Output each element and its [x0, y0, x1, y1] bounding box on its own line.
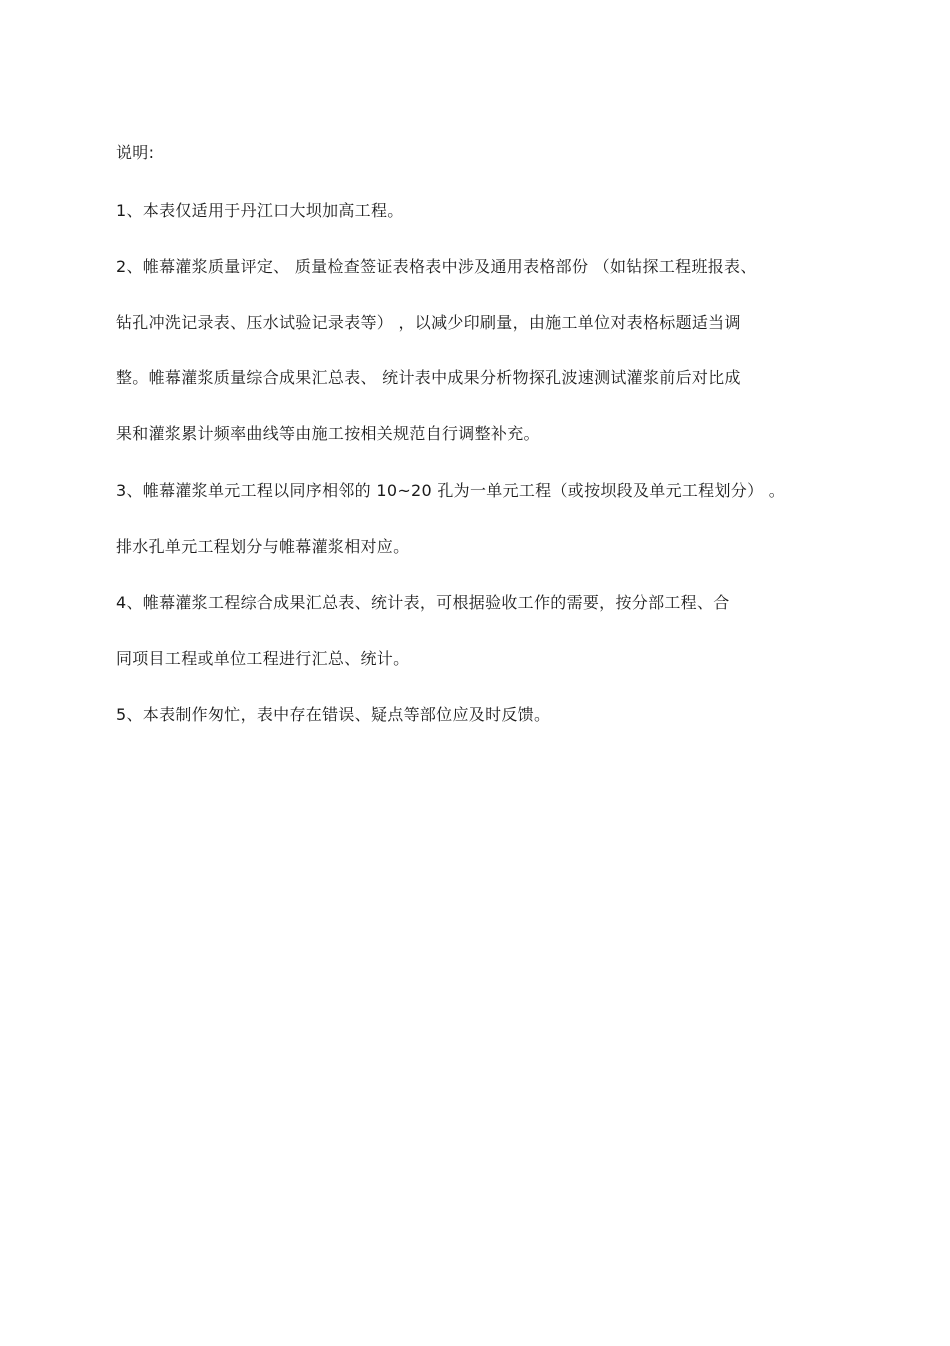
note-line-4: 整。帷幕灌浆质量综合成果汇总表、 统计表中成果分析物探孔波速测试灌浆前后对比成	[116, 368, 741, 387]
note-line-10: 5、本表制作匆忙，表中存在错误、疑点等部位应及时反馈。	[116, 705, 551, 724]
notes-heading: 说明:	[116, 143, 155, 162]
note-line-8: 4、帷幕灌浆工程综合成果汇总表、统计表，可根据验收工作的需要，按分部工程、合	[116, 593, 730, 612]
note-line-3: 钻孔冲洗记录表、压水试验记录表等） ，以减少印刷量，由施工单位对表格标题适当调	[116, 313, 741, 332]
note-line-6: 3、帷幕灌浆单元工程以同序相邻的 10~20 孔为一单元工程（或按坝段及单元工程划分） 。	[116, 481, 786, 500]
note-line-5: 果和灌浆累计频率曲线等由施工按相关规范自行调整补充。	[116, 424, 540, 443]
note-line-1: 1、本表仅适用于丹江口大坝加高工程。	[116, 201, 404, 220]
note-line-2: 2、帷幕灌浆质量评定、 质量检查签证表格表中涉及通用表格部份 （如钻探工程班报表、	[116, 257, 757, 276]
note-line-9: 同项目工程或单位工程进行汇总、统计。	[116, 649, 410, 668]
note-line-7: 排水孔单元工程划分与帷幕灌浆相对应。	[116, 537, 410, 556]
